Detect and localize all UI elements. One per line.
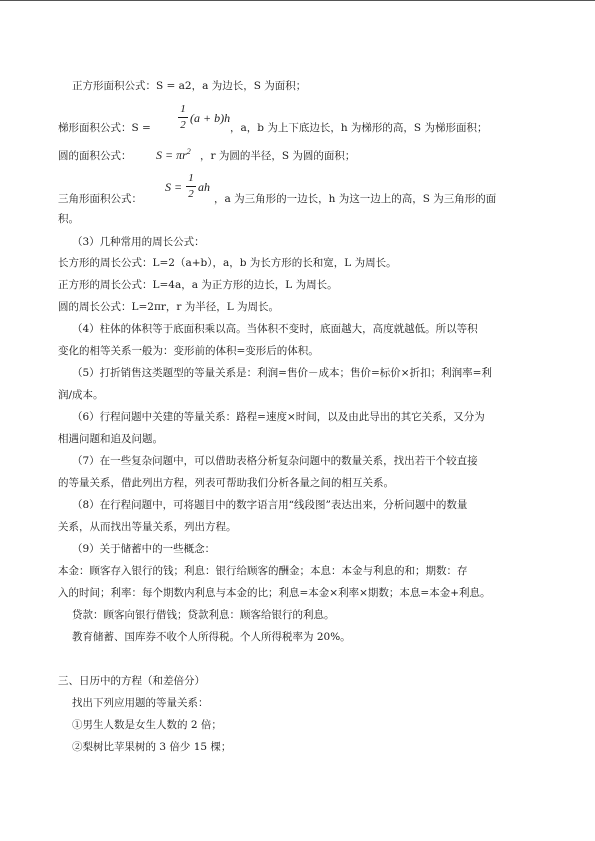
triangle-area-continued: 积。 [58, 213, 79, 225]
trapezoid-frac-numerator: 1 [180, 103, 186, 115]
circle-formula-base: S = πr [156, 148, 187, 162]
trapezoid-area-label: 梯形面积公式：S = [58, 122, 151, 134]
question-2: ②梨树比苹果树的 3 倍少 15 棵； [72, 741, 232, 753]
trapezoid-area-description: ，a，b 为上下底边长，h 为梯形的高，S 为梯形面积； [230, 122, 488, 134]
square-area-formula: 正方形面积公式：S = a2，a 为边长，S 为面积； [72, 80, 307, 92]
triangle-frac-denominator: 2 [188, 188, 194, 200]
trapezoid-frac-bar [178, 117, 188, 118]
section-3-intro: 找出下列应用题的等量关系： [72, 697, 209, 709]
square-perimeter: 正方形的周长公式：L=4a，a 为正方形的边长，L 为周长。 [58, 279, 338, 291]
question-1: ①男生人数是女生人数的 2 倍； [72, 719, 222, 731]
item-4-line-1: （4）柱体的体积等于底面积乘以高。当体积不变时，底面越大，高度就越低。所以等积 [72, 323, 478, 335]
circle-area-label: 圆的面积公式： [58, 150, 132, 162]
item-5-line-2: 润/成本。 [58, 389, 104, 401]
savings-definitions-line-1: 本金：顾客存入银行的钱；利息：银行给顾客的酬金；本息：本金与利息的和；期数：存 [58, 565, 468, 577]
triangle-area-label: 三角形面积公式： [58, 193, 142, 205]
item-4-line-2: 变化的相等关系一般为：变形前的体积=变形后的体积。 [58, 345, 319, 357]
loan-definition: 贷款：顾客向银行借钱；贷款利息：顾客给银行的利息。 [72, 609, 335, 621]
rectangle-perimeter: 长方形的周长公式：L=2（a+b），a，b 为长方形的长和宽，L 为周长。 [58, 257, 397, 269]
triangle-frac-numerator: 1 [188, 172, 194, 184]
tax-note: 教育储蓄、国库券不收个人所得税。个人所得税率为 20%。 [72, 631, 351, 643]
item-7-line-2: 的等量关系，借此列出方程，列表可帮助我们分析各量之间的相互关系。 [58, 477, 394, 489]
triangle-area-description: ，a 为三角形的一边长，h 为这一边上的高，S 为三角形的面 [214, 193, 497, 205]
item-6-line-1: （6）行程问题中关建的等量关系：路程=速度×时间，以及由此导出的其它关系，又分为 [72, 411, 485, 423]
trapezoid-frac-denominator: 2 [180, 119, 186, 131]
item-8-line-2: 关系，从而找出等量关系，列出方程。 [58, 521, 237, 533]
section-3-heading: 三、日历中的方程（和差倍分） [58, 675, 205, 687]
triangle-frac-bar [186, 186, 196, 187]
item-6-line-2: 相遇问题和追及问题。 [58, 433, 163, 445]
triangle-formula-s: S = [165, 180, 183, 194]
circle-area-description: ，r 为圆的半径，S 为圆的面积； [200, 150, 356, 162]
item-9-heading: （9）关于储蓄中的一些概念： [72, 543, 216, 555]
circle-formula-exponent: 2 [186, 147, 191, 156]
circle-perimeter: 圆的周长公式：L=2πr，r 为半径，L 为周长。 [58, 301, 280, 313]
item-5-line-1: （5）打折销售这类题型的等量关系是：利润=售价－成本；售价=标价×折扣；利润率=利 [72, 367, 492, 379]
triangle-expression: ah [198, 180, 210, 194]
item-8-line-1: （8）在行程问题中，可将题目中的数字语言用“线段图”表达出来，分析问题中的数量 [72, 499, 468, 511]
savings-definitions-line-2: 入的时间；利率：每个期数内利息与本金的比；利息=本金×利率×期数；本息=本金+利息。 [58, 587, 491, 599]
header-rule [0, 0, 595, 1]
trapezoid-expression: (a + b)h [190, 111, 231, 125]
item-7-line-1: （7）在一些复杂问题中，可以借助表格分析复杂问题中的数量关系，找出若干个较直接 [72, 455, 478, 467]
perimeter-heading: （3）几种常用的周长公式： [72, 236, 205, 248]
circle-area-formula [156, 147, 191, 163]
